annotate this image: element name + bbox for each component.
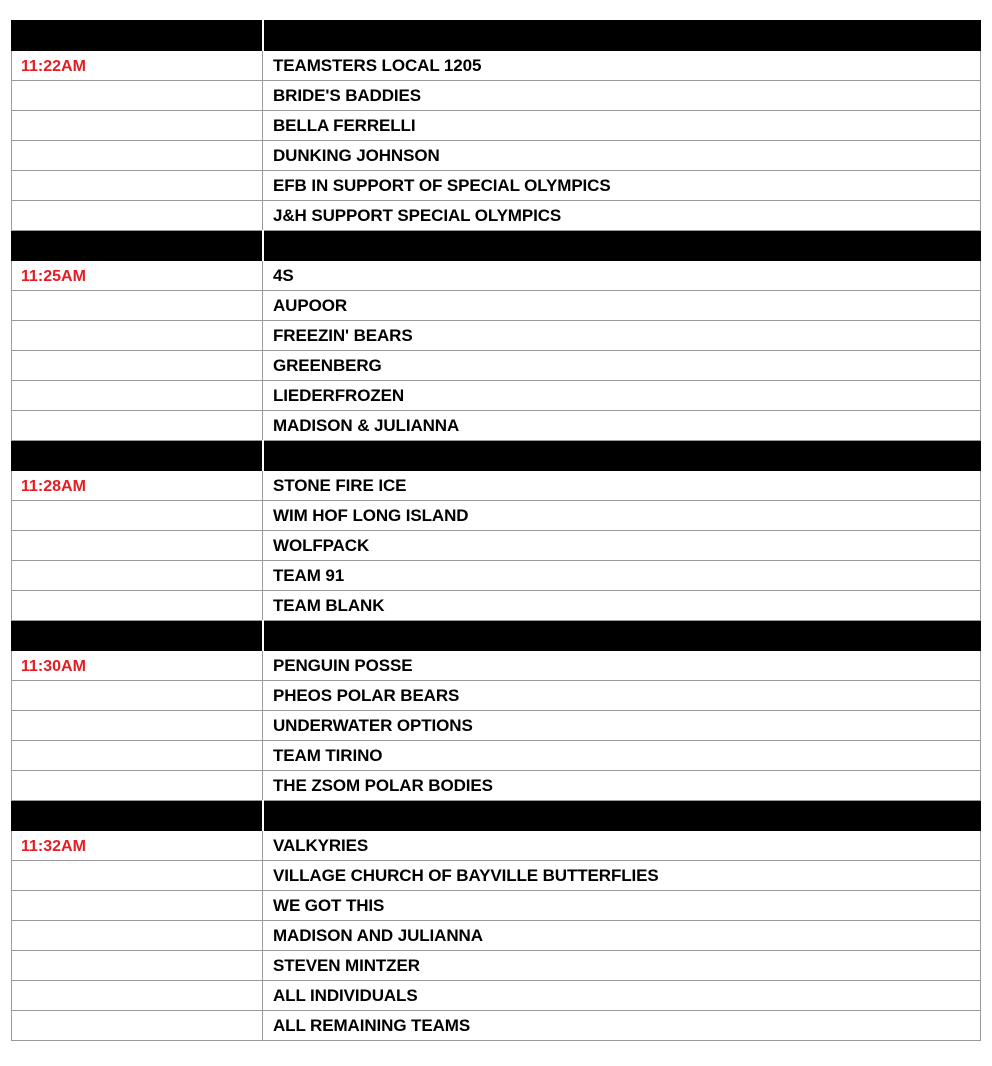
time-cell (12, 741, 263, 771)
team-row (12, 831, 981, 861)
separator-team-cell (263, 231, 981, 261)
team-row (12, 81, 981, 111)
heat-schedule-table (11, 20, 981, 1041)
team-name: LIEDERFROZEN (263, 381, 981, 411)
separator-time-cell (12, 621, 263, 651)
time-cell (12, 201, 263, 231)
team-name: BELLA FERRELLI (263, 111, 981, 141)
separator-team-cell (263, 621, 981, 651)
team-row (12, 591, 981, 621)
time-cell (12, 51, 263, 81)
heat-time: 11:30AM (21, 657, 86, 675)
time-cell (12, 321, 263, 351)
time-cell (12, 921, 263, 951)
team-name: WE GOT THIS (263, 891, 981, 921)
separator-time-cell (12, 441, 263, 471)
team-row (12, 471, 981, 501)
team-row (12, 201, 981, 231)
heat-time: 11:25AM (21, 267, 86, 285)
time-cell (12, 471, 263, 501)
team-name: GREENBERG (263, 351, 981, 381)
team-row (12, 531, 981, 561)
group-separator-row (12, 21, 981, 51)
team-name: ALL REMAINING TEAMS (263, 1011, 981, 1041)
time-cell (12, 591, 263, 621)
time-cell (12, 681, 263, 711)
heat-time: 11:22AM (21, 57, 86, 75)
team-row (12, 861, 981, 891)
team-name: DUNKING JOHNSON (263, 141, 981, 171)
team-row (12, 501, 981, 531)
separator-team-cell (263, 21, 981, 51)
team-name: ALL INDIVIDUALS (263, 981, 981, 1011)
team-name: MADISON & JULIANNA (263, 411, 981, 441)
time-cell (12, 141, 263, 171)
time-cell (12, 561, 263, 591)
team-name: THE ZSOM POLAR BODIES (263, 771, 981, 801)
time-cell (12, 381, 263, 411)
team-row (12, 771, 981, 801)
team-row (12, 561, 981, 591)
time-cell (12, 1011, 263, 1041)
team-row (12, 681, 981, 711)
team-name: TEAMSTERS LOCAL 1205 (263, 51, 981, 81)
team-row (12, 321, 981, 351)
time-cell (12, 951, 263, 981)
team-row (12, 261, 981, 291)
team-name: MADISON AND JULIANNA (263, 921, 981, 951)
team-row (12, 291, 981, 321)
team-name: TEAM TIRINO (263, 741, 981, 771)
team-row (12, 381, 981, 411)
separator-time-cell (12, 231, 263, 261)
team-row (12, 1011, 981, 1041)
time-cell (12, 891, 263, 921)
group-separator-row (12, 801, 981, 831)
team-name: PENGUIN POSSE (263, 651, 981, 681)
team-name: TEAM BLANK (263, 591, 981, 621)
team-name: TEAM 91 (263, 561, 981, 591)
time-cell (12, 171, 263, 201)
team-name: FREEZIN' BEARS (263, 321, 981, 351)
team-name: 4S (263, 261, 981, 291)
group-separator-row (12, 441, 981, 471)
team-name: STEVEN MINTZER (263, 951, 981, 981)
time-cell (12, 411, 263, 441)
team-name: VALKYRIES (263, 831, 981, 861)
team-row (12, 111, 981, 141)
time-cell (12, 501, 263, 531)
team-row (12, 891, 981, 921)
team-name: VILLAGE CHURCH OF BAYVILLE BUTTERFLIES (263, 861, 981, 891)
team-name: STONE FIRE ICE (263, 471, 981, 501)
heat-time: 11:32AM (21, 837, 86, 855)
team-name: BRIDE'S BADDIES (263, 81, 981, 111)
team-name: WIM HOF LONG ISLAND (263, 501, 981, 531)
heat-time: 11:28AM (21, 477, 86, 495)
time-cell (12, 771, 263, 801)
team-row (12, 741, 981, 771)
team-name: J&H SUPPORT SPECIAL OLYMPICS (263, 201, 981, 231)
time-cell (12, 981, 263, 1011)
schedule-body (12, 21, 981, 1041)
team-name: PHEOS POLAR BEARS (263, 681, 981, 711)
team-row (12, 141, 981, 171)
separator-time-cell (12, 801, 263, 831)
team-name: WOLFPACK (263, 531, 981, 561)
separator-team-cell (263, 801, 981, 831)
time-cell (12, 651, 263, 681)
time-cell (12, 351, 263, 381)
time-cell (12, 831, 263, 861)
group-separator-row (12, 231, 981, 261)
time-cell (12, 291, 263, 321)
team-row (12, 951, 981, 981)
separator-time-cell (12, 21, 263, 51)
team-row (12, 51, 981, 81)
time-cell (12, 861, 263, 891)
time-cell (12, 81, 263, 111)
team-name: AUPOOR (263, 291, 981, 321)
team-row (12, 651, 981, 681)
team-name: EFB IN SUPPORT OF SPECIAL OLYMPICS (263, 171, 981, 201)
team-row (12, 981, 981, 1011)
team-row (12, 921, 981, 951)
team-row (12, 711, 981, 741)
time-cell (12, 111, 263, 141)
time-cell (12, 531, 263, 561)
separator-team-cell (263, 441, 981, 471)
group-separator-row (12, 621, 981, 651)
team-row (12, 171, 981, 201)
team-row (12, 351, 981, 381)
time-cell (12, 261, 263, 291)
team-row (12, 411, 981, 441)
time-cell (12, 711, 263, 741)
team-name: UNDERWATER OPTIONS (263, 711, 981, 741)
